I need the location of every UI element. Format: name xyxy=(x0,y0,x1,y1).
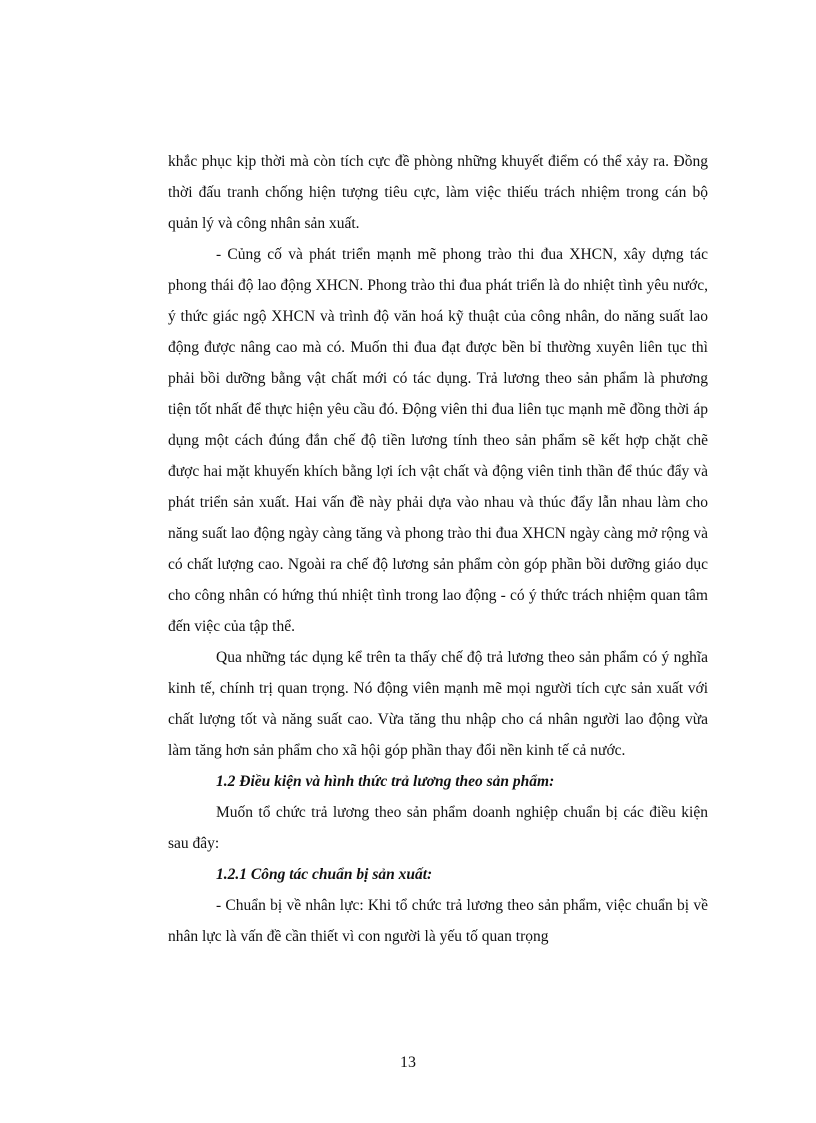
page-body xyxy=(168,146,708,952)
paragraph-emulation: - Củng cố và phát triển mạnh mẽ phong trào thi đua XHCN, xây dựng tác phong thái độ lao động XHCN. Phong trào thi đua phát triển là do nhiệt tình yêu nước, ý thức giác ngộ XHCN và trình độ văn hoá kỹ thuật của công nhân, do năng suất lao động được nâng cao mà có. Muốn thi đua đạt được bền bỉ thường xuyên liên tục thì phải bồi dưỡng bằng vật chất mới có tác dụng. Trả lương theo sản phẩm là phương tiện tốt nhất để thực hiện yêu cầu đó. Động viên thi đua liên tục mạnh mẽ đồng thời áp dụng một cách đúng đắn chế độ tiền lương tính theo sản phẩm sẽ kết hợp chặt chẽ được hai mặt khuyến khích bằng lợi ích vật chất và động viên tinh thần để thúc đẩy và phát triển sản xuất. Hai vấn đề này phải dựa vào nhau và thúc đẩy lẫn nhau làm cho năng suất lao động ngày càng tăng và phong trào thi đua XHCN ngày càng mở rộng và có chất lượng cao. Ngoài ra chế độ lương sản phẩm còn góp phần bồi dưỡng giáo dục cho công nhân có hứng thú nhiệt tình trong lao động - có ý thức trách nhiệm quan tâm đến việc của tập thể. xyxy=(168,246,708,635)
paragraph-continuation: khắc phục kịp thời mà còn tích cực đề phòng những khuyết điểm có thể xảy ra. Đồng thời đấu tranh chống hiện tượng tiêu cực, làm việc thiếu trách nhiệm trong cán bộ quản lý và công nhân sản xuất. xyxy=(168,153,708,232)
page-number: 13 xyxy=(400,1054,416,1071)
paragraph-human-resources: - Chuẩn bị về nhân lực: Khi tổ chức trả lương theo sản phẩm, việc chuẩn bị về nhân lực là vấn đề cần thiết vì con người là yếu tố quan trọng xyxy=(168,897,708,945)
section-heading-1-2: 1.2 Điều kiện và hình thức trả lương theo sản phẩm: xyxy=(216,773,555,790)
paragraph-summary: Qua những tác dụng kể trên ta thấy chế độ trả lương theo sản phẩm có ý nghĩa kinh tế, chính trị quan trọng. Nó động viên mạnh mẽ mọi người tích cực sản xuất với chất lượng tốt và năng suất cao. Vừa tăng thu nhập cho cá nhân người lao động vừa làm tăng hơn sản phẩm cho xã hội góp phần thay đổi nền kinh tế cả nước. xyxy=(168,649,708,759)
paragraph-conditions-intro: Muốn tổ chức trả lương theo sản phẩm doanh nghiệp chuẩn bị các điều kiện sau đây: xyxy=(168,804,708,852)
section-heading-1-2-1: 1.2.1 Công tác chuẩn bị sản xuất: xyxy=(216,866,433,883)
